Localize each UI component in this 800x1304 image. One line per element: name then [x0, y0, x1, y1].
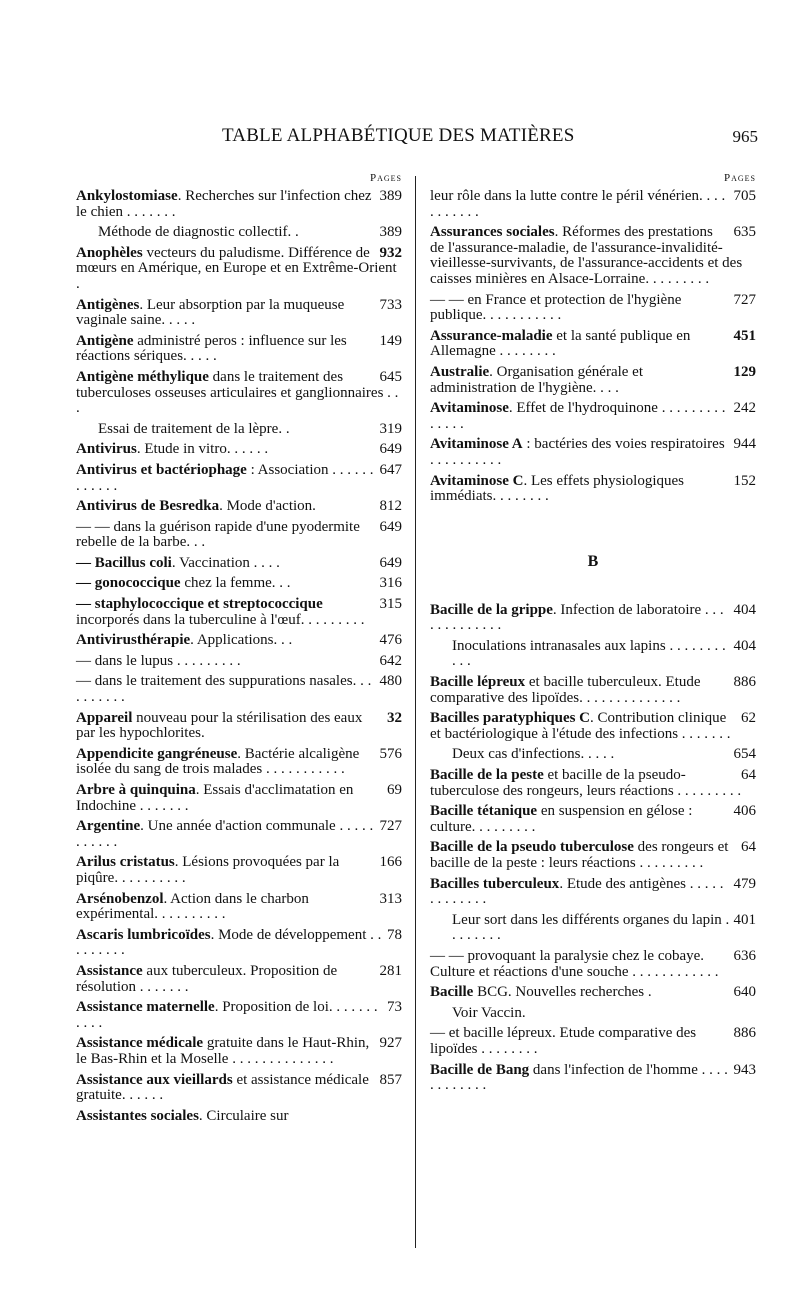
entry-page-number: 451: [733, 327, 756, 344]
entry-headword: Bacille de Bang: [430, 1061, 530, 1078]
entry-text: et la santé publique en Allemagne . . . . . . . .: [430, 327, 691, 360]
entry-page-number: 649: [379, 518, 402, 535]
index-entry: [76, 442, 402, 458]
index-entry: [430, 1006, 756, 1022]
entry-headword: Bacilles tuberculeux: [430, 875, 560, 892]
entry-text: . Mode d'action.: [219, 498, 316, 515]
index-entry: [430, 877, 756, 908]
index-entry: [430, 985, 756, 1001]
entry-page-number: 78: [387, 926, 402, 943]
entry-text: vecteurs du paludisme. Différence de mœurs en Amérique, en Europe et en Extrême-Orient .: [76, 244, 397, 292]
entry-text: leur rôle dans la lutte contre le péril vénérien. . . . . . . . . . .: [430, 188, 726, 220]
entry-text: . Effet de l'hydroquinone . . . . . . . . . . . . . .: [430, 400, 726, 432]
entry-text: et assistance médicale gratuite. . . . . .: [76, 1071, 369, 1104]
entry-page-number: 316: [379, 575, 402, 592]
entry-page-number: 64: [741, 767, 756, 784]
entry-text: incorporés dans la tuberculine à l'œuf. . . . . . . . .: [76, 611, 365, 628]
entry-page-number: 647: [379, 461, 402, 478]
entry-text: . Bactérie alcaligène isolée du sang de trois malades . . . . . . . . . . .: [76, 745, 360, 778]
index-entry: [76, 1073, 402, 1104]
entry-headword: Assistantes sociales: [76, 1107, 199, 1124]
entry-headword: Avitaminose A: [430, 436, 523, 453]
entry-text: en suspension en gélose : culture. . . . . . . . .: [430, 803, 693, 835]
index-entry: [430, 329, 756, 360]
entry-text: des rongeurs et bacille de la peste : leurs réactions . . . . . . . . .: [430, 839, 729, 871]
entry-text: Deux cas d'infections. . . . .: [452, 746, 615, 763]
index-entry: [430, 639, 756, 670]
entry-text: administré peros : influence sur les réactions sériques. . . . .: [76, 332, 347, 365]
index-entry: [430, 747, 756, 763]
index-entry: [76, 189, 402, 220]
entry-text: dans l'infection de l'homme . . . . . . . . . . . .: [430, 1061, 728, 1094]
entry-headword: Antigène méthylique: [76, 368, 209, 385]
entry-page-number: 812: [379, 498, 402, 515]
entry-headword: Bacille de la pseudo tuberculose: [430, 839, 634, 856]
index-entry: [430, 603, 756, 634]
entry-page-number: 727: [733, 291, 756, 308]
entry-page-number: 932: [379, 244, 402, 261]
entry-page-number: 943: [733, 1061, 756, 1078]
entry-text: . Mode de développement . . . . . . . . .: [76, 926, 382, 959]
index-entry: [76, 633, 402, 649]
entry-text: . Une année d'action communale . . . . . . . . . . .: [76, 818, 374, 850]
entry-page-number: 242: [733, 400, 756, 417]
index-column-right: [430, 172, 756, 1099]
entry-headword: Appareil: [76, 709, 133, 726]
index-entry: [76, 576, 402, 592]
entry-headword: Ascaris lumbricoïdes: [76, 926, 211, 943]
index-entry: [76, 463, 402, 494]
entry-page-number: 645: [379, 368, 402, 385]
index-entry: [76, 1000, 402, 1031]
entry-page-number: 636: [733, 947, 756, 964]
index-entry: [430, 474, 756, 505]
index-entry: [76, 711, 402, 742]
index-entry: [430, 225, 756, 287]
pages-column-label: Pages: [369, 172, 402, 184]
entry-text: . Etude des antigènes . . . . . . . . . . . . .: [430, 875, 724, 908]
entry-page-number: 319: [379, 420, 402, 437]
index-entry: [76, 597, 402, 628]
index-entry: [430, 711, 756, 742]
entry-headword: Argentine: [76, 818, 141, 835]
index-entry: [76, 928, 402, 959]
entry-text: — — provoquant la paralysie chez le cobaye. Culture et réactions d'une souche . . . . . . . . . . . .: [430, 947, 719, 980]
entry-text: Inoculations intranasales aux lapins . . . . . . . . . . .: [452, 637, 726, 670]
entry-headword: Assistance maternelle: [76, 999, 215, 1016]
entry-text: Leur sort dans les différents organes du lapin . . . . . . . .: [452, 911, 730, 944]
index-entry: [76, 1036, 402, 1067]
entry-page-number: 576: [379, 745, 402, 762]
entry-text: Voir Vaccin.: [452, 1004, 526, 1021]
entry-text: — dans le lupus . . . . . . . . .: [76, 652, 241, 669]
entry-page-number: 149: [379, 332, 402, 349]
entry-headword: Antivirus: [76, 441, 137, 458]
index-entry: [76, 298, 402, 329]
entry-headword: Arsénobenzol: [76, 890, 164, 907]
entry-page-number: 313: [379, 890, 402, 907]
index-entry: [76, 674, 402, 705]
entry-text: — — dans la guérison rapide d'une pyodermite rebelle de la barbe. . .: [76, 518, 360, 551]
entry-page-number: 32: [387, 709, 402, 726]
entry-text: . Proposition de loi. . . . . . . . . . .: [76, 999, 378, 1031]
entry-page-number: 166: [379, 854, 402, 871]
entry-headword: — gonococcique: [76, 575, 181, 592]
entry-text: . Applications. . .: [190, 632, 293, 649]
entry-text: . Recherches sur l'infection chez le chien . . . . . . .: [76, 188, 372, 220]
entry-headword: Assistance: [76, 962, 143, 979]
index-entry: [76, 1109, 402, 1125]
entry-headword: Bacilles paratyphiques C: [430, 710, 591, 727]
index-entry: [430, 401, 756, 432]
entry-headword: Antivirus et bactériophage: [76, 461, 247, 478]
entry-page-number: 649: [379, 441, 402, 458]
entry-text: . Infection de laboratoire . . . . . . . . . . . . .: [430, 601, 724, 634]
entry-page-number: 389: [379, 224, 402, 241]
entry-headword: — Bacillus coli: [76, 554, 172, 571]
entry-page-number: 62: [741, 710, 756, 727]
entry-headword: Arilus cristatus: [76, 854, 175, 871]
entry-page-number: 69: [387, 782, 402, 798]
entry-text: — — en France et protection de l'hygiène publique. . . . . . . . . . .: [430, 291, 682, 324]
entry-text: . Essais d'acclimatation en Indochine . . . . . . .: [76, 782, 354, 814]
entry-page-number: 476: [379, 632, 402, 649]
entry-headword: Assurance-maladie: [430, 327, 553, 344]
page-header: [0, 125, 800, 155]
entry-text: . Circulaire sur: [198, 1107, 289, 1124]
entry-text: . Lésions provoquées par la piqûre. . . . . . . . . .: [76, 854, 340, 886]
entry-text: . Réformes des prestations de l'assurance-maladie, de l'assurance-invalidité-vieillesse-survivants, de l'assurance-accidents et des caisses minières en Alsace-Lorraine. . . . . . . . .: [430, 224, 743, 287]
entry-text: : bactéries des voies respiratoires . . . . . . . . . .: [430, 436, 725, 468]
entry-page-number: 480: [379, 673, 402, 690]
entry-headword: Avitaminose C: [430, 472, 524, 489]
index-entry: [430, 840, 756, 871]
index-entry: [76, 225, 402, 241]
index-entry-list: [430, 189, 756, 505]
entry-text: . Les effets physiologiques immédiats. . . . . . . .: [430, 472, 685, 505]
page-number: 965: [732, 127, 758, 146]
index-entry: [76, 556, 402, 572]
entry-headword: Antivirusthérapie: [76, 632, 191, 649]
entry-headword: Assistance médicale: [76, 1035, 204, 1052]
running-title: TABLE ALPHABÉTIQUE DES MATIÈRES: [222, 125, 575, 146]
entry-text: . Action dans le charbon expérimental. . . . . . . . . .: [76, 890, 309, 923]
entry-headword: Bacille de la grippe: [430, 601, 553, 618]
pages-column-label: Pages: [723, 172, 756, 184]
entry-page-number: 927: [379, 1035, 402, 1052]
entry-text: . Etude in vitro. . . . . .: [136, 441, 269, 458]
index-entry: [76, 654, 402, 670]
entry-headword: Appendicite gangréneuse: [76, 745, 238, 762]
entry-page-number: 857: [379, 1071, 402, 1088]
entry-text: . Vaccination . . . .: [171, 554, 280, 571]
index-entry: [430, 675, 756, 706]
entry-page-number: 642: [379, 652, 402, 669]
index-entry: [76, 520, 402, 551]
entry-headword: Bacille lépreux: [430, 674, 526, 691]
entry-headword: Bacille tétanique: [430, 803, 538, 820]
index-entry: [430, 365, 756, 396]
entry-headword: Bacille: [430, 984, 474, 1001]
entry-page-number: 654: [733, 746, 756, 763]
entry-text: BCG. Nouvelles recherches .: [473, 984, 652, 1001]
entry-headword: Arbre à quinquina: [76, 782, 196, 798]
index-entry-list: [76, 189, 402, 1124]
entry-page-number: 886: [733, 1025, 756, 1042]
entry-text: : Association . . . . . . . . . . . .: [76, 461, 374, 494]
entry-page-number: 479: [733, 875, 756, 892]
entry-text: . Leur absorption par la muqueuse vaginale saine. . . . .: [76, 296, 345, 329]
entry-page-number: 733: [379, 296, 402, 313]
entry-headword: Australie: [430, 363, 490, 380]
entry-page-number: 389: [379, 188, 402, 204]
entry-page-number: 281: [379, 962, 402, 979]
entry-headword: Anophèles: [76, 244, 143, 261]
entry-text: Essai de traitement de la lèpre. .: [98, 420, 290, 437]
index-entry: [430, 293, 756, 324]
entry-headword: Assistance aux vieillards: [76, 1071, 233, 1088]
entry-headword: Antigène: [76, 332, 134, 349]
entry-headword: Avitaminose: [430, 400, 509, 417]
column-divider: [415, 176, 416, 1248]
entry-page-number: 315: [379, 596, 402, 613]
entry-page-number: 649: [379, 554, 402, 571]
index-entry: [430, 189, 756, 220]
entry-page-number: 640: [733, 984, 756, 1001]
entry-page-number: 944: [733, 436, 756, 453]
entry-headword: Antivirus de Besredka: [76, 498, 220, 515]
index-entry: [430, 1063, 756, 1094]
index-entry: [430, 1026, 756, 1057]
index-entry: [76, 370, 402, 417]
entry-text: — dans le traitement des suppurations nasales. . . . . . . . . .: [76, 673, 372, 706]
index-entry: [76, 422, 402, 438]
entry-text: — et bacille lépreux. Etude comparative des lipoïdes . . . . . . . .: [430, 1025, 697, 1057]
entry-page-number: 401: [733, 911, 756, 928]
entry-headword: Ankylostomiase: [76, 188, 178, 204]
index-entry: [76, 747, 402, 778]
section-letter: B: [587, 552, 599, 570]
index-entry: [430, 437, 756, 468]
entry-page-number: 64: [741, 839, 756, 856]
index-entry: [76, 783, 402, 814]
index-column-left: [76, 172, 402, 1129]
entry-page-number: 404: [733, 637, 756, 654]
index-entry: [430, 804, 756, 835]
entry-page-number: 404: [733, 601, 756, 618]
entry-headword: — staphylococcique et streptococcique: [76, 596, 323, 613]
entry-text: et bacille tuberculeux. Etude comparative des lipoïdes. . . . . . . . . . . . . .: [430, 674, 701, 706]
entry-text: chez la femme. . .: [180, 575, 291, 592]
entry-page-number: 727: [379, 818, 402, 835]
entry-headword: Assurances sociales: [430, 224, 555, 241]
index-entry: [76, 964, 402, 995]
index-entry: [430, 949, 756, 980]
entry-text: Méthode de diagnostic collectif. .: [98, 224, 299, 241]
entry-text: et bacille de la pseudo-tuberculose des rongeurs, leurs réactions . . . . . . . . .: [430, 767, 742, 799]
index-entry: [76, 499, 402, 515]
entry-text: nouveau pour la stérilisation des eaux par les hypochlorites.: [76, 709, 363, 742]
entry-text: . Organisation générale et administration de l'hygiène. . . .: [430, 363, 644, 396]
entry-page-number: 406: [733, 803, 756, 820]
entry-text: dans le traitement des tuberculoses osseuses articulaires et ganglionnaires . . .: [76, 368, 399, 417]
entry-page-number: 152: [733, 472, 756, 489]
index-entry: [76, 855, 402, 886]
index-entry: [430, 913, 756, 944]
index-entry: [76, 334, 402, 365]
index-entry: [76, 246, 402, 293]
entry-headword: Antigènes: [76, 296, 140, 313]
index-entry: [76, 892, 402, 923]
entry-text: gratuite dans le Haut-Rhin, le Bas-Rhin et la Moselle . . . . . . . . . . . . . .: [76, 1035, 370, 1067]
entry-page-number: 73: [387, 999, 402, 1016]
entry-text: aux tuberculeux. Proposition de résolution . . . . . . .: [76, 962, 338, 995]
entry-headword: Bacille de la peste: [430, 767, 544, 784]
index-entry: [76, 819, 402, 850]
entry-page-number: 635: [733, 224, 756, 241]
entry-page-number: 129: [733, 363, 756, 380]
index-entry-list: [430, 603, 756, 1094]
index-entry: [430, 768, 756, 799]
entry-text: . Contribution clinique et bactériologique à l'étude des infections . . . . . . .: [430, 710, 731, 742]
entry-page-number: 886: [733, 674, 756, 691]
entry-page-number: 705: [733, 188, 756, 204]
